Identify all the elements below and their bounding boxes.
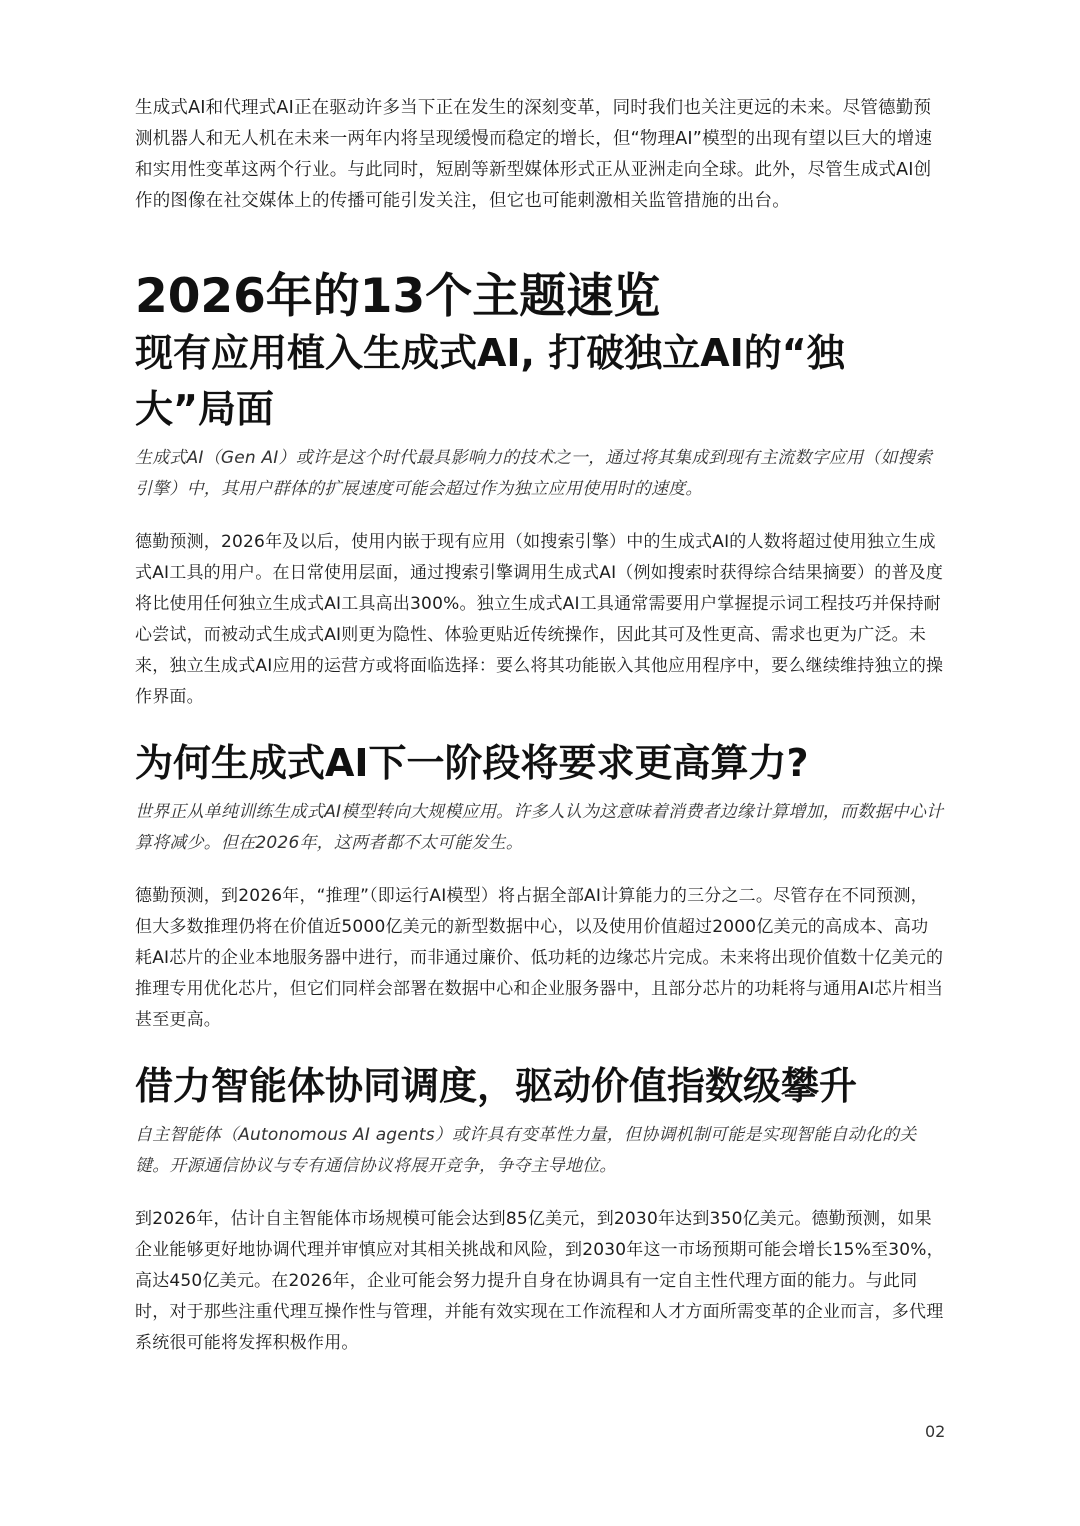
- page-content: [135, 93, 945, 1359]
- section-1-title: 现有应用植入生成式AI, 打破独立AI的“独大”局面: [135, 331, 845, 431]
- section-3-body: 到2026年，估计自主智能体市场规模可能会达到85亿美元，到2030年达到350亿美元。德勤预测，如果企业能够更好地协调代理并审慎应对其相关挑战和风险，到2030年这一市场预期可能会增长15%至30%，高达450亿美元。在2026年，企业可能会努力提升自身在协调具有一定自主性代理方面的能力。与此同时，对于那些注重代理互操作性与管理，并能有效实现在工作流程和人才方面所需变革的企业而言，多代理系统很可能将发挥积极作用。: [135, 1209, 944, 1353]
- section-1-body: 德勤预测，2026年及以后，使用内嵌于现有应用（如搜索引擎）中的生成式AI的人数将超过使用独立生成式AI工具的用户。在日常使用层面，通过搜索引擎调用生成式AI（例如搜索时获得综合结果摘要）的普及度将比使用任何独立生成式AI工具高出300%。独立生成式AI工具通常需要用户掌握提示词工程技巧并保持耐心尝试，而被动式生成式AI则更为隐性、体验更贴近传统操作，因此其可及性更高、需求也更为广泛。未来，独立生成式AI应用的运营方或将面临选择：要么将其功能嵌入其他应用程序中，要么继续维持独立的操作界面。: [135, 532, 944, 707]
- section-3-lead: 自主智能体（Autonomous AI agents）或许具有变革性力量，但协调机制可能是实现智能自动化的关键。开源通信协议与专有通信协议将展开竞争，争夺主导地位。: [135, 1125, 917, 1176]
- section-2-title: 为何生成式AI下一阶段将要求更高算力?: [135, 741, 809, 785]
- page-number: 02: [925, 1422, 946, 1441]
- section-3-title: 借力智能体协同调度，驱动价值指数级攀升: [135, 1064, 858, 1108]
- section-2-lead: 世界正从单纯训练生成式AI模型转向大规模应用。许多人认为这意味着消费者边缘计算增加，而数据中心计算将减少。但在2026年，这两者都不太可能发生。: [135, 802, 944, 853]
- section-1-lead: 生成式AI（Gen AI）或许是这个时代最具影响力的技术之一，通过将其集成到现有主流数字应用（如搜索引擎）中，其用户群体的扩展速度可能会超过作为独立应用使用时的速度。: [135, 448, 933, 499]
- section-2-body: 德勤预测，到2026年，“推理”（即运行AI模型）将占据全部AI计算能力的三分之二。尽管存在不同预测，但大多数推理仍将在价值近5000亿美元的新型数据中心，以及使用价值超过2000亿美元的高成本、高功耗AI芯片的企业本地服务器中进行，而非通过廉价、低功耗的边缘芯片完成。未来将出现价值数十亿美元的推理专用优化芯片，但它们同样会部署在数据中心和企业服务器中，且部分芯片的功耗将与通用AI芯片相当甚至更高。: [135, 886, 944, 1030]
- main-title: 2026年的13个主题速览: [135, 269, 661, 324]
- intro-paragraph: 生成式AI和代理式AI正在驱动许多当下正在发生的深刻变革，同时我们也关注更远的未来。尽管德勤预测机器人和无人机在未来一两年内将呈现缓慢而稳定的增长，但“物理AI”模型的出现有望以巨大的增速和实用性变革这两个行业。与此同时，短剧等新型媒体形式正从亚洲走向全球。此外，尽管生成式AI创作的图像在社交媒体上的传播可能引发关注，但它也可能刺激相关监管措施的出台。: [135, 98, 933, 211]
